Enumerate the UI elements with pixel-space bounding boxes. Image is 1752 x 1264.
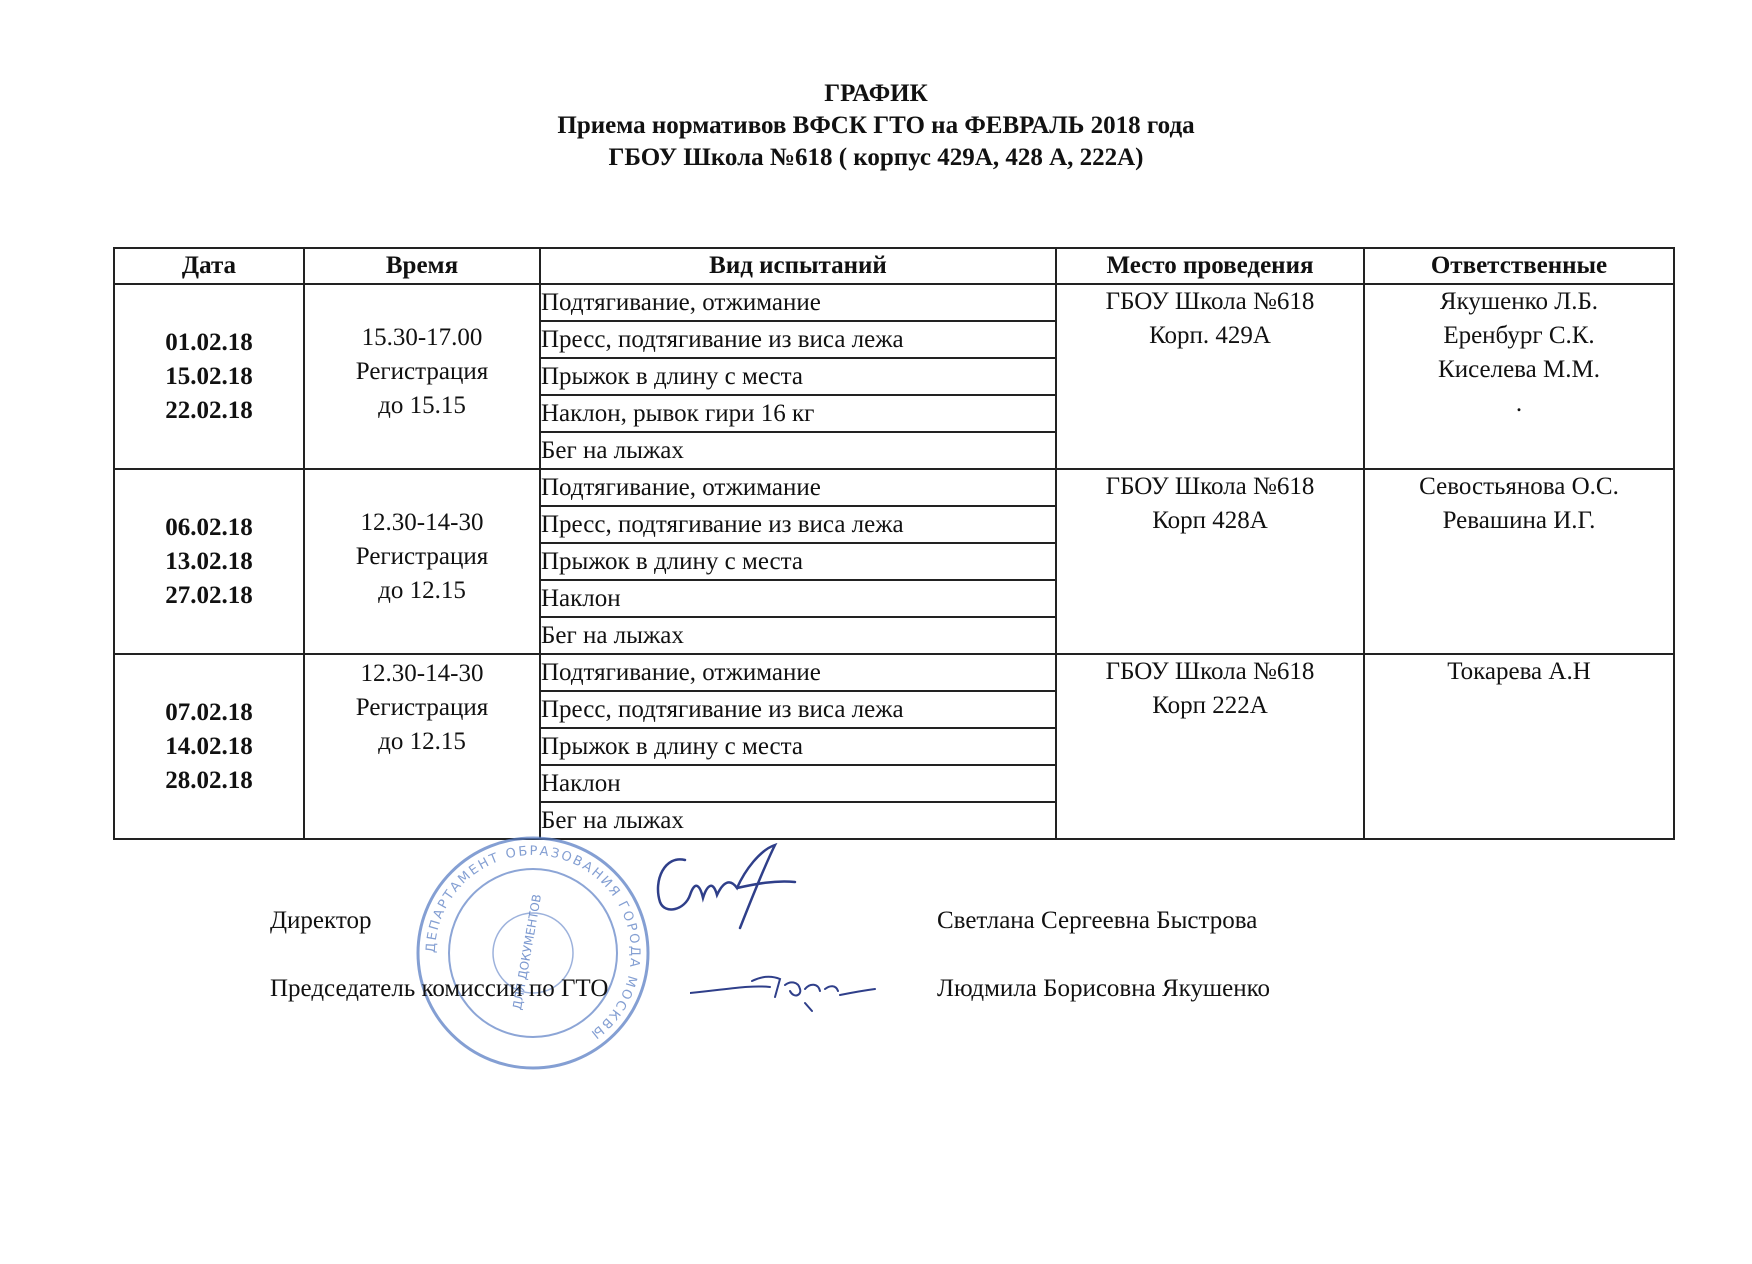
test-cell: Пресс, подтягивание из виса лежа xyxy=(540,506,1056,543)
date: 07.02.18 xyxy=(165,698,253,726)
header-place: Место проведения xyxy=(1056,248,1364,284)
place-cell xyxy=(1056,284,1364,469)
date: 01.02.18 xyxy=(165,328,253,356)
table-row xyxy=(114,654,1674,691)
header-responsible: Ответственные xyxy=(1364,248,1674,284)
test-cell: Подтягивание, отжимание xyxy=(540,654,1056,691)
test-cell: Наклон, рывок гири 16 кг xyxy=(540,395,1056,432)
test-cell: Бег на лыжах xyxy=(540,802,1056,839)
chair-name: Людмила Борисовна Якушенко xyxy=(937,975,1271,1002)
document-title xyxy=(0,78,1752,174)
test-cell: Подтягивание, отжимание xyxy=(540,469,1056,506)
table-row xyxy=(114,469,1674,506)
title-line-2: Приема нормативов ВФСК ГТО на ФЕВРАЛЬ 2018 года xyxy=(557,112,1195,139)
time-range: 12.30-14-30 xyxy=(360,509,484,536)
title-line-3: ГБОУ Школа №618 ( корпус 429А, 428 А, 222А) xyxy=(608,144,1144,171)
place-building: Корп 428А xyxy=(1152,507,1268,534)
responsible-person: Еренбург С.К. xyxy=(1443,322,1595,349)
time-cell xyxy=(304,469,540,654)
responsible-person: Ревашина И.Г. xyxy=(1442,507,1596,534)
registration-label: Регистрация xyxy=(355,694,489,721)
test-cell: Пресс, подтягивание из виса лежа xyxy=(540,691,1056,728)
responsible-person: Киселева М.М. xyxy=(1438,356,1600,383)
date: 22.02.18 xyxy=(165,396,253,424)
test-cell: Прыжок в длину с места xyxy=(540,358,1056,395)
date: 06.02.18 xyxy=(165,513,253,541)
test-cell: Бег на лыжах xyxy=(540,432,1056,469)
registration-label: Регистрация xyxy=(355,543,489,570)
responsible-cell xyxy=(1364,654,1674,839)
place-school: ГБОУ Школа №618 xyxy=(1105,288,1315,315)
date: 27.02.18 xyxy=(165,581,253,609)
place-building: Корп 222А xyxy=(1152,692,1268,719)
test-cell: Прыжок в длину с места xyxy=(540,728,1056,765)
date: 15.02.18 xyxy=(165,362,253,390)
header-test-type: Вид испытаний xyxy=(540,248,1056,284)
registration-deadline: до 12.15 xyxy=(378,577,466,604)
chair-signature-icon xyxy=(690,955,905,1015)
test-cell: Наклон xyxy=(540,580,1056,617)
title-line-1: ГРАФИК xyxy=(824,80,928,107)
chair-role: Председатель комиссии по ГТО xyxy=(270,975,609,1002)
responsible-person: . xyxy=(1515,390,1523,417)
test-cell: Бег на лыжах xyxy=(540,617,1056,654)
place-cell xyxy=(1056,654,1364,839)
schedule-table xyxy=(113,247,1675,840)
table-row xyxy=(114,284,1674,321)
test-cell: Прыжок в длину с места xyxy=(540,543,1056,580)
dates-cell xyxy=(114,284,304,469)
registration-deadline: до 15.15 xyxy=(378,392,466,419)
date: 14.02.18 xyxy=(165,732,253,760)
responsible-person: Севостьянова О.С. xyxy=(1419,473,1619,500)
place-cell xyxy=(1056,469,1364,654)
time-range: 12.30-14-30 xyxy=(360,660,484,687)
responsible-person: Токарева А.Н xyxy=(1447,658,1591,685)
responsible-cell xyxy=(1364,469,1674,654)
dates-cell xyxy=(114,654,304,839)
test-cell: Подтягивание, отжимание xyxy=(540,284,1056,321)
test-cell: Пресс, подтягивание из виса лежа xyxy=(540,321,1056,358)
director-role: Директор xyxy=(270,907,372,934)
official-stamp-icon xyxy=(413,833,653,1073)
place-school: ГБОУ Школа №618 xyxy=(1105,658,1315,685)
date: 28.02.18 xyxy=(165,766,253,794)
director-signature-icon xyxy=(645,840,830,935)
header-row xyxy=(114,248,1674,284)
stamp-center-text: ДЛЯ ДОКУМЕНТОВ xyxy=(510,893,545,1011)
place-building: Корп. 429А xyxy=(1149,322,1271,349)
date: 13.02.18 xyxy=(165,547,253,575)
header-time: Время xyxy=(304,248,540,284)
responsible-cell xyxy=(1364,284,1674,469)
time-cell xyxy=(304,284,540,469)
header-date: Дата xyxy=(114,248,304,284)
registration-deadline: до 12.15 xyxy=(378,728,466,755)
registration-label: Регистрация xyxy=(355,358,489,385)
dates-cell xyxy=(114,469,304,654)
director-name: Светлана Сергеевна Быстрова xyxy=(937,907,1258,934)
stamp-ring-text: ДЕПАРТАМЕНТ ОБРАЗОВАНИЯ ГОРОДА МОСКВЫ xyxy=(423,843,643,1043)
time-range: 15.30-17.00 xyxy=(361,324,483,351)
responsible-person: Якушенко Л.Б. xyxy=(1439,288,1599,315)
test-cell: Наклон xyxy=(540,765,1056,802)
place-school: ГБОУ Школа №618 xyxy=(1105,473,1315,500)
time-cell xyxy=(304,654,540,839)
